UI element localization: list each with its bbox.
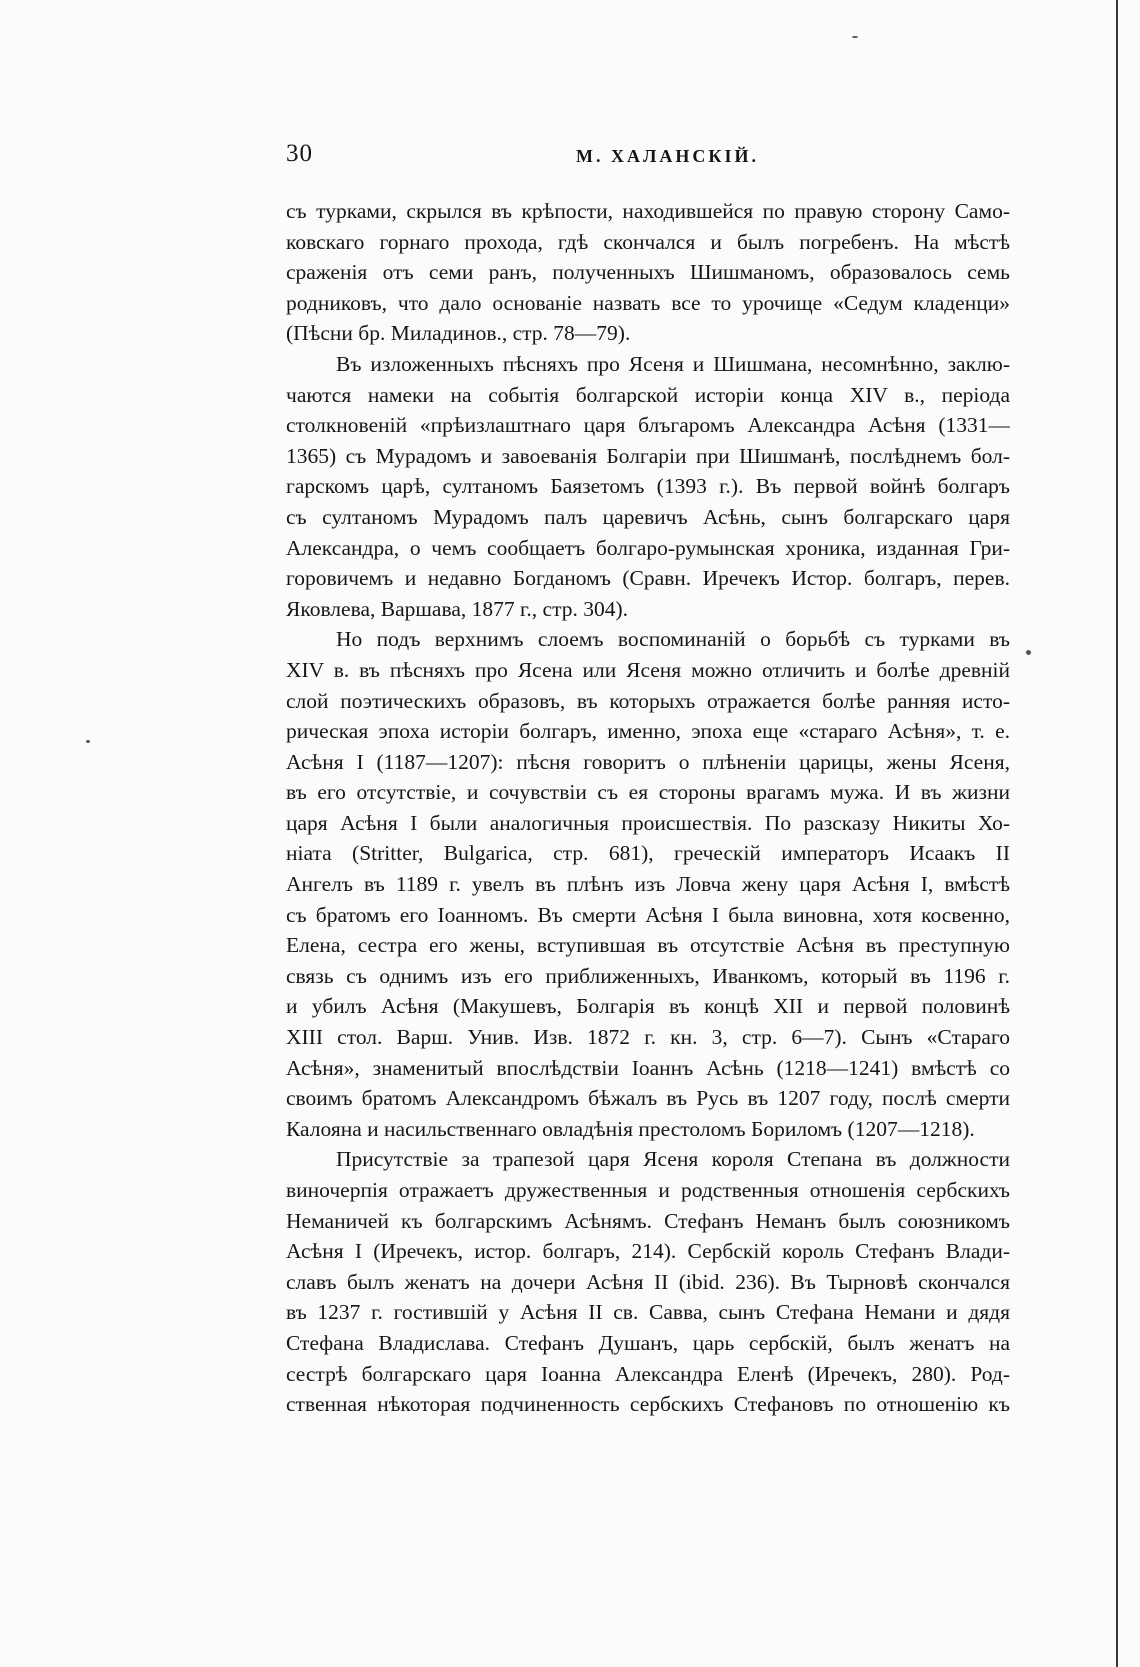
text-line: Присутствіе за трапезой царя Ясеня короля Степана въ должности [336, 1147, 1010, 1172]
text-line: 1365) съ Мурадомъ и завоеванія Болгаріи при Шишманѣ, послѣднемъ бол- [286, 443, 1010, 468]
text-line: связь съ однимъ изъ его приближенныхъ, Иванкомъ, который въ 1196 г. [286, 963, 1010, 988]
text-line: въ 1237 г. гостившій у Асѣня II св. Савва, сынъ Стефана Немани и дядя [286, 1300, 1010, 1325]
text-line: виночерпія отражаетъ дружественныя и родственныя отношенія сербскихъ [286, 1178, 1010, 1202]
text-line: въ его отсутствіе, и сочувствіи съ ея стороны врагамъ мужа. И въ жизни [286, 780, 1010, 805]
text-line: Александра, о чемъ сообщаетъ болгаро-румынская хроника, изданная Гри- [286, 535, 1010, 560]
text-line: своимъ братомъ Александромъ бѣжалъ въ Русь въ 1207 году, послѣ смерти [286, 1086, 1010, 1111]
page-header [286, 140, 1010, 180]
text-line: Но подъ верхнимъ слоемъ воспоминаній о борьбѣ съ турками въ [336, 627, 1010, 652]
scan-edge-line [1116, 0, 1118, 1667]
text-line: Асѣня I (Иречекъ, истор. болгаръ, 214). Сербскій король Стефанъ Влади- [286, 1239, 1010, 1264]
text-line: рическая эпоха исторіи болгаръ, именно, эпоха еще «стараго Асѣня», т. е. [286, 719, 1010, 744]
text-line: XIII стол. Варш. Унив. Изв. 1872 г. кн. 3, стр. 6—7). Сынъ «Стараго [286, 1025, 1010, 1050]
text-line: царя Асѣня I были аналогичныя происшествія. По разсказу Никиты Хо- [286, 810, 1010, 835]
text-line: Неманичей къ болгарскимъ Асѣнямъ. Стефанъ Неманъ былъ союзникомъ [286, 1208, 1010, 1233]
text-line: Калояна и насильственнаго овладѣнія престоломъ Бориломъ (1207—1218). [286, 1116, 975, 1141]
text-line: сестрѣ болгарскаго царя Іоанна Александра Еленѣ (Иречекъ, 280). Род- [286, 1361, 1010, 1386]
text-line: славъ былъ женатъ на дочери Асѣня II (ibid. 236). Въ Тырновѣ скончался [286, 1269, 1010, 1294]
text-line: столкновеній «прѣизлаштнаго царя блъгаромъ Александра Асѣня (1331— [286, 413, 1010, 438]
body-text [286, 196, 1010, 1420]
text-line: и убилъ Асѣня (Макушевъ, Болгарія въ концѣ XII и первой половинѣ [286, 994, 1010, 1019]
page-number: 30 [286, 140, 313, 167]
running-head: М. ХАЛАНСКІЙ. [576, 146, 759, 166]
text-line: Асѣня», знаменитый впослѣдствіи Іоаннъ Асѣнь (1218—1241) вмѣстѣ со [286, 1055, 1010, 1080]
text-line: горовичемъ и недавно Богданомъ (Сравн. Иречекъ Истор. болгаръ, перев. [286, 566, 1010, 591]
text-line: съ братомъ его Іоанномъ. Въ смерти Асѣня I была виновна, хотя косвенно, [286, 902, 1010, 927]
text-line: (Пѣсни бр. Миладинов., стр. 78—79). [286, 321, 631, 346]
text-line: ковскаго горнаго прохода, гдѣ скончался и былъ погребенъ. На мѣстѣ [286, 229, 1010, 254]
text-line: XIV в. въ пѣсняхъ про Ясена или Ясеня можно отличить и болѣе древній [286, 657, 1010, 682]
text-line: родниковъ, что дало основаніе назвать все то урочище «Седум кладенци» [286, 290, 1010, 315]
text-line: Елена, сестра его жены, вступившая въ отсутствіе Асѣня въ преступную [286, 933, 1010, 958]
text-line: слой поэтическихъ образовъ, въ которыхъ отражается болѣе ранняя исто- [286, 688, 1010, 713]
text-line: ственная нѣкоторая подчиненность сербскихъ Стефановъ по отношенію къ [286, 1392, 1010, 1417]
text-line: чаются намеки на событія болгарской исторіи конца XIV в., періода [286, 382, 1010, 407]
text-line: Ангелъ въ 1189 г. увелъ въ плѣнъ изъ Ловча жену царя Асѣня I, вмѣстѣ [286, 872, 1010, 897]
text-line: съ турками, скрылся въ крѣпости, находившейся по правую сторону Само- [286, 199, 1010, 223]
text-line: гарскомъ царѣ, султаномъ Баязетомъ (1393 г.). Въ первой войнѣ болгаръ [286, 474, 1010, 499]
text-line: Яковлева, Варшава, 1877 г., стр. 304). [286, 596, 629, 621]
text-line: Стефана Владислава. Стефанъ Душанъ, царь сербскій, былъ женатъ на [286, 1330, 1010, 1355]
text-line: Въ изложенныхъ пѣсняхъ про Ясеня и Шишмана, несомнѣнно, заклю- [336, 351, 1010, 376]
scan-speck [86, 740, 90, 743]
text-line: съ султаномъ Мурадомъ палъ царевичъ Асѣнь, сынъ болгарскаго царя [286, 504, 1010, 529]
scan-speck [852, 36, 858, 38]
text-line: ніата (Stritter, Bulgarica, стр. 681), греческій императоръ Исаакъ II [286, 841, 1010, 866]
text-line: сраженія отъ семи ранъ, полученныхъ Шишманомъ, образовалось семь [286, 260, 1010, 285]
scan-speck [1026, 650, 1031, 655]
text-line: Асѣня I (1187—1207): пѣсня говоритъ о плѣненіи царицы, жены Ясеня, [286, 749, 1010, 774]
